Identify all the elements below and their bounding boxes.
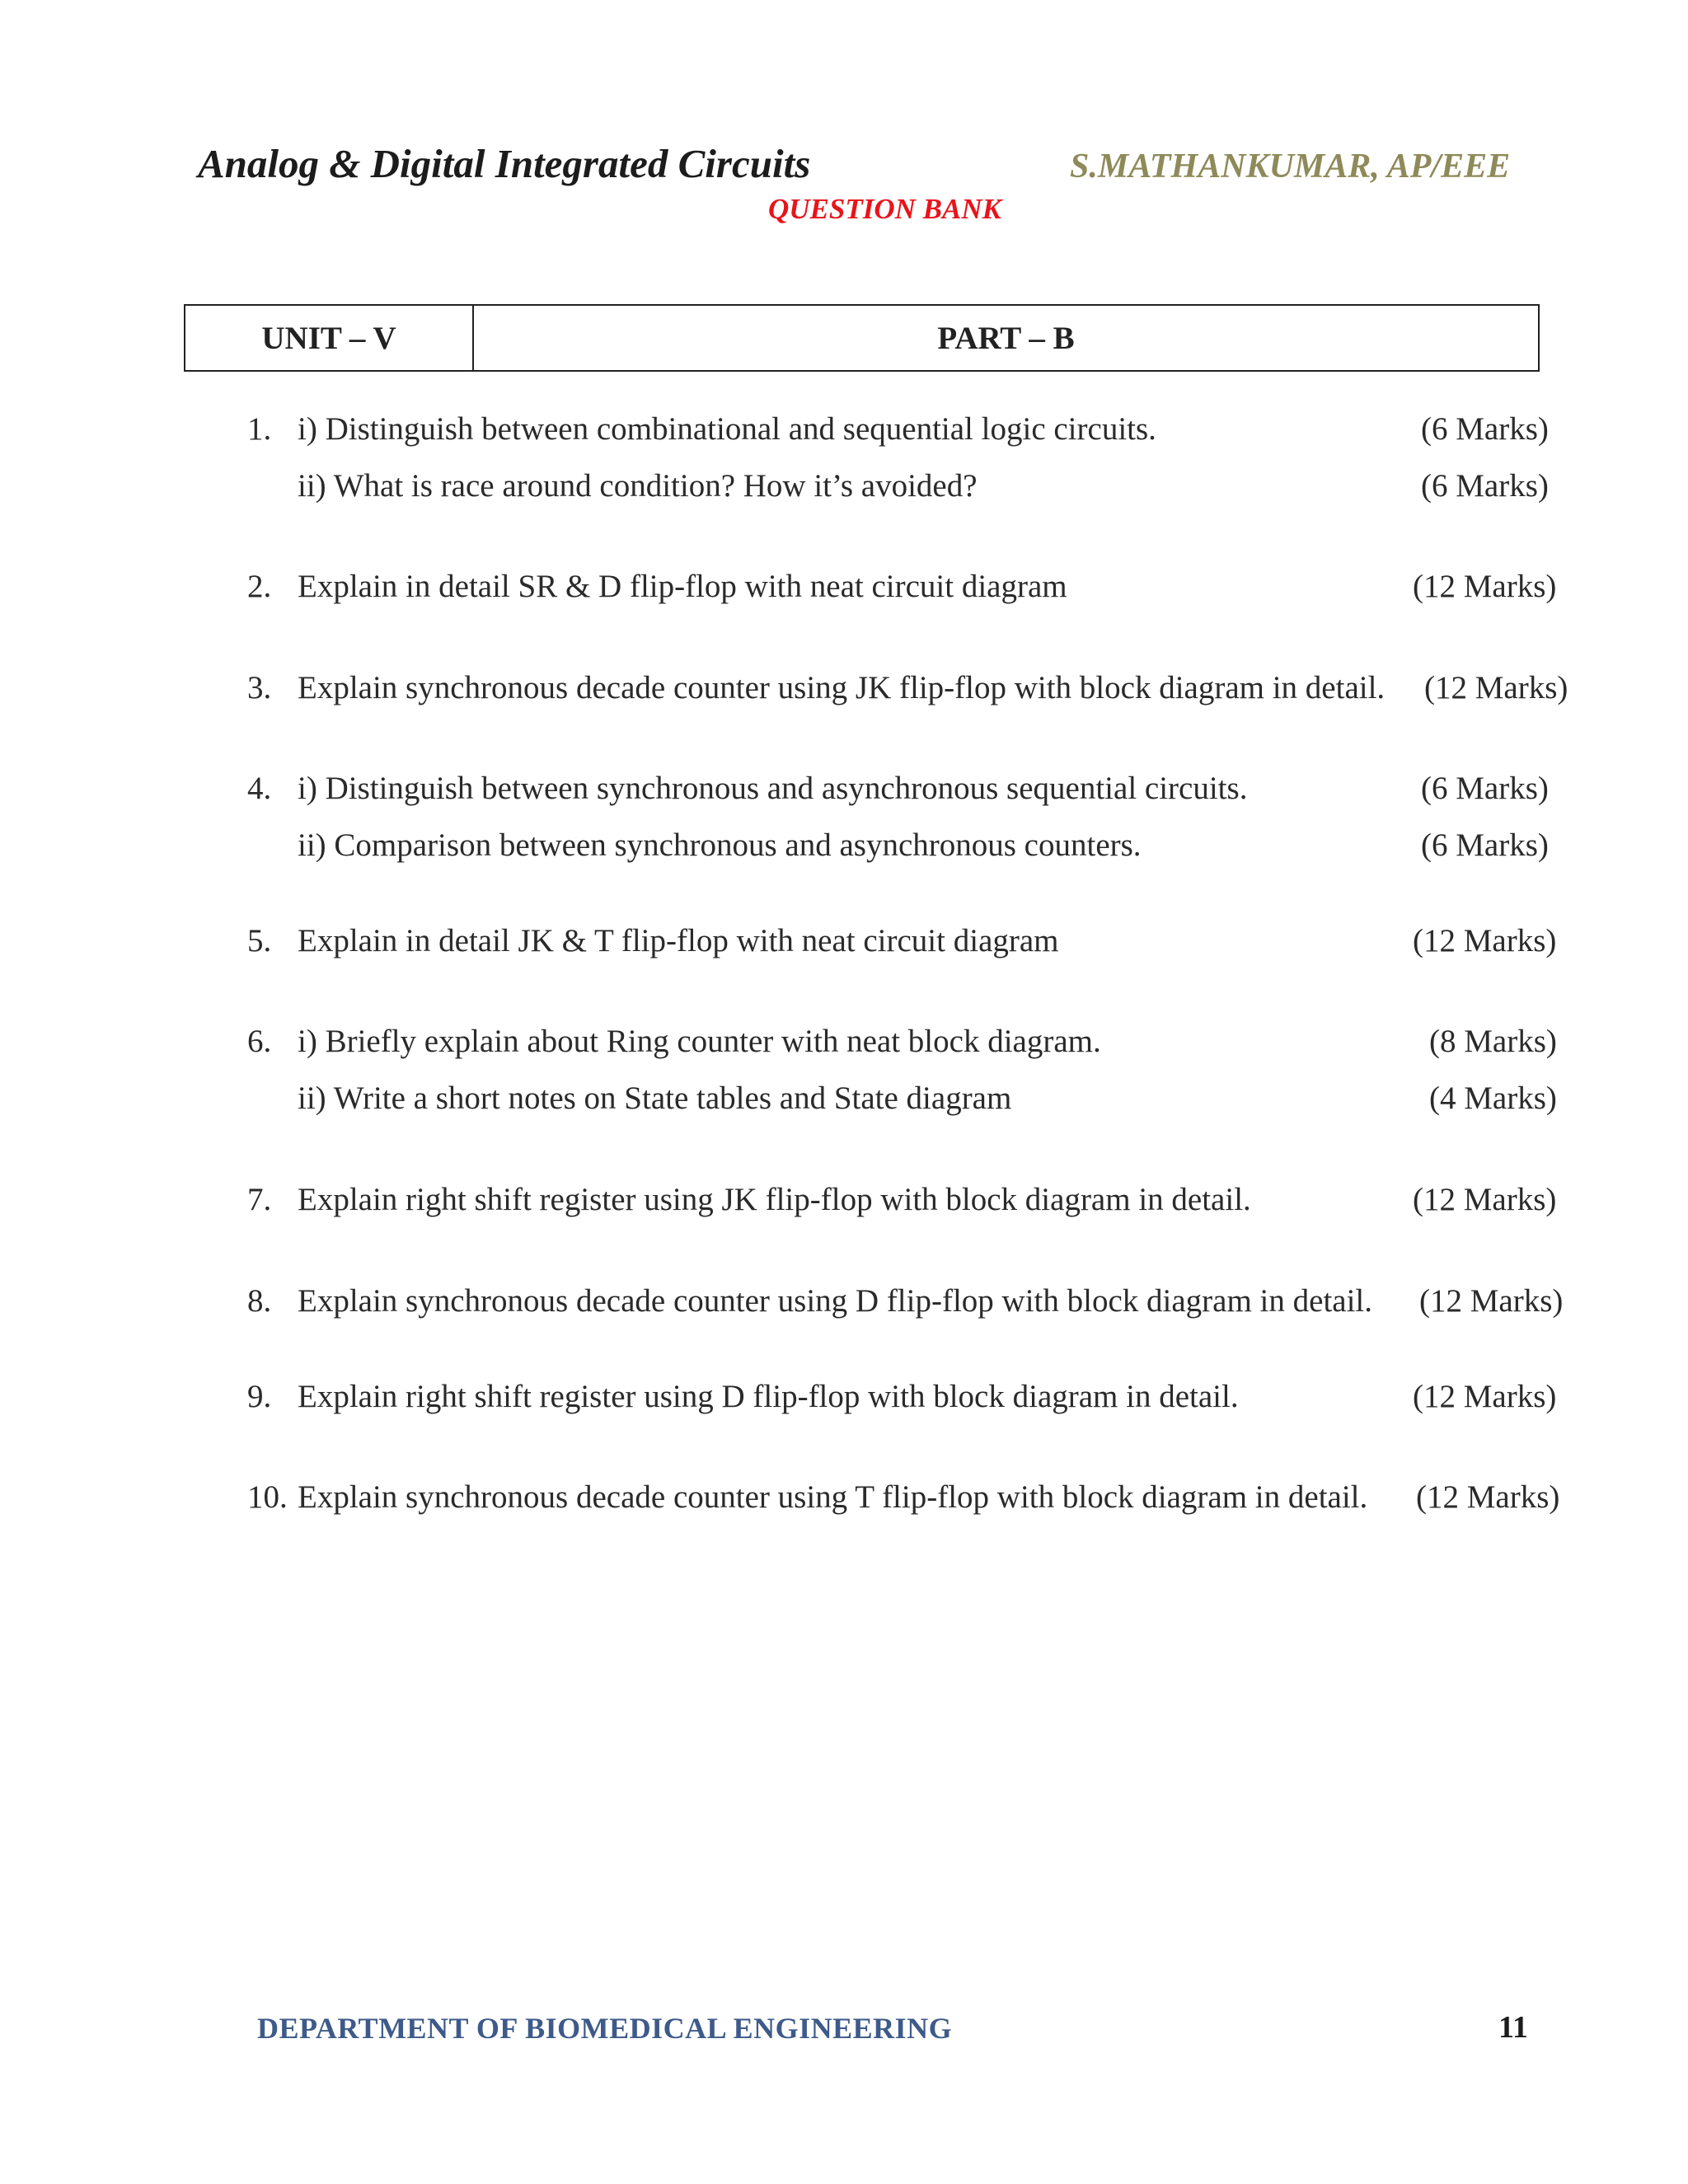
question-marks: (12 Marks) <box>1413 923 1557 958</box>
question-marks: (12 Marks) <box>1413 1379 1557 1414</box>
question-text: ii) What is race around condition? How it’s avoided? <box>298 468 978 504</box>
author-name: S.MATHANKUMAR, AP/EEE <box>1070 148 1511 185</box>
question-text: i) Distinguish between combinational and sequential logic circuits. <box>298 411 1156 447</box>
question-marks: (12 Marks) <box>1416 1479 1560 1515</box>
question-number: 7. <box>247 1182 272 1217</box>
question-marks: (6 Marks) <box>1421 411 1549 447</box>
question-text: Explain synchronous decade counter using T flip-flop with block diagram in detail. <box>298 1479 1368 1515</box>
question-text: ii) Comparison between synchronous and asynchronous counters. <box>298 827 1142 863</box>
question-marks: (6 Marks) <box>1421 468 1549 504</box>
question-marks: (12 Marks) <box>1413 569 1557 604</box>
question-text: i) Distinguish between synchronous and asynchronous sequential circuits. <box>298 771 1248 806</box>
question-number: 10. <box>247 1479 288 1515</box>
footer-department: DEPARTMENT OF BIOMEDICAL ENGINEERING <box>257 2012 953 2045</box>
question-number: 6. <box>247 1024 272 1059</box>
question-marks: (6 Marks) <box>1421 827 1549 863</box>
question-number: 5. <box>247 923 272 958</box>
question-text: Explain synchronous decade counter using D flip-flop with block diagram in detail. <box>298 1283 1373 1319</box>
question-text: Explain in detail JK & T flip-flop with neat circuit diagram <box>298 923 1059 958</box>
question-text: Explain synchronous decade counter using JK flip-flop with block diagram in detail. <box>298 670 1386 705</box>
question-bank-label: QUESTION BANK <box>768 193 1001 225</box>
question-text: Explain right shift register using JK flip-flop with block diagram in detail. <box>298 1182 1251 1217</box>
unit-part-table <box>184 304 1540 372</box>
page-number: 11 <box>1498 2010 1528 2045</box>
question-number: 3. <box>247 670 272 705</box>
question-marks: (12 Marks) <box>1424 670 1568 705</box>
question-text: Explain in detail SR & D flip-flop with neat circuit diagram <box>298 569 1067 604</box>
question-number: 1. <box>247 411 272 447</box>
question-text: ii) Write a short notes on State tables and State diagram <box>298 1080 1012 1116</box>
question-text: i) Briefly explain about Ring counter with neat block diagram. <box>298 1024 1101 1059</box>
part-cell: PART – B <box>937 320 1075 356</box>
unit-cell: UNIT – V <box>185 306 474 370</box>
question-marks: (8 Marks) <box>1429 1024 1557 1059</box>
question-number: 2. <box>247 569 272 604</box>
question-marks: (12 Marks) <box>1419 1283 1564 1319</box>
question-marks: (4 Marks) <box>1429 1080 1557 1116</box>
document-title: Analog & Digital Integrated Circuits <box>198 141 811 186</box>
question-marks: (12 Marks) <box>1413 1182 1557 1217</box>
question-number: 8. <box>247 1283 272 1319</box>
question-number: 9. <box>247 1379 272 1414</box>
question-number: 4. <box>247 771 272 806</box>
question-marks: (6 Marks) <box>1421 771 1549 806</box>
question-text: Explain right shift register using D flip-flop with block diagram in detail. <box>298 1379 1239 1414</box>
